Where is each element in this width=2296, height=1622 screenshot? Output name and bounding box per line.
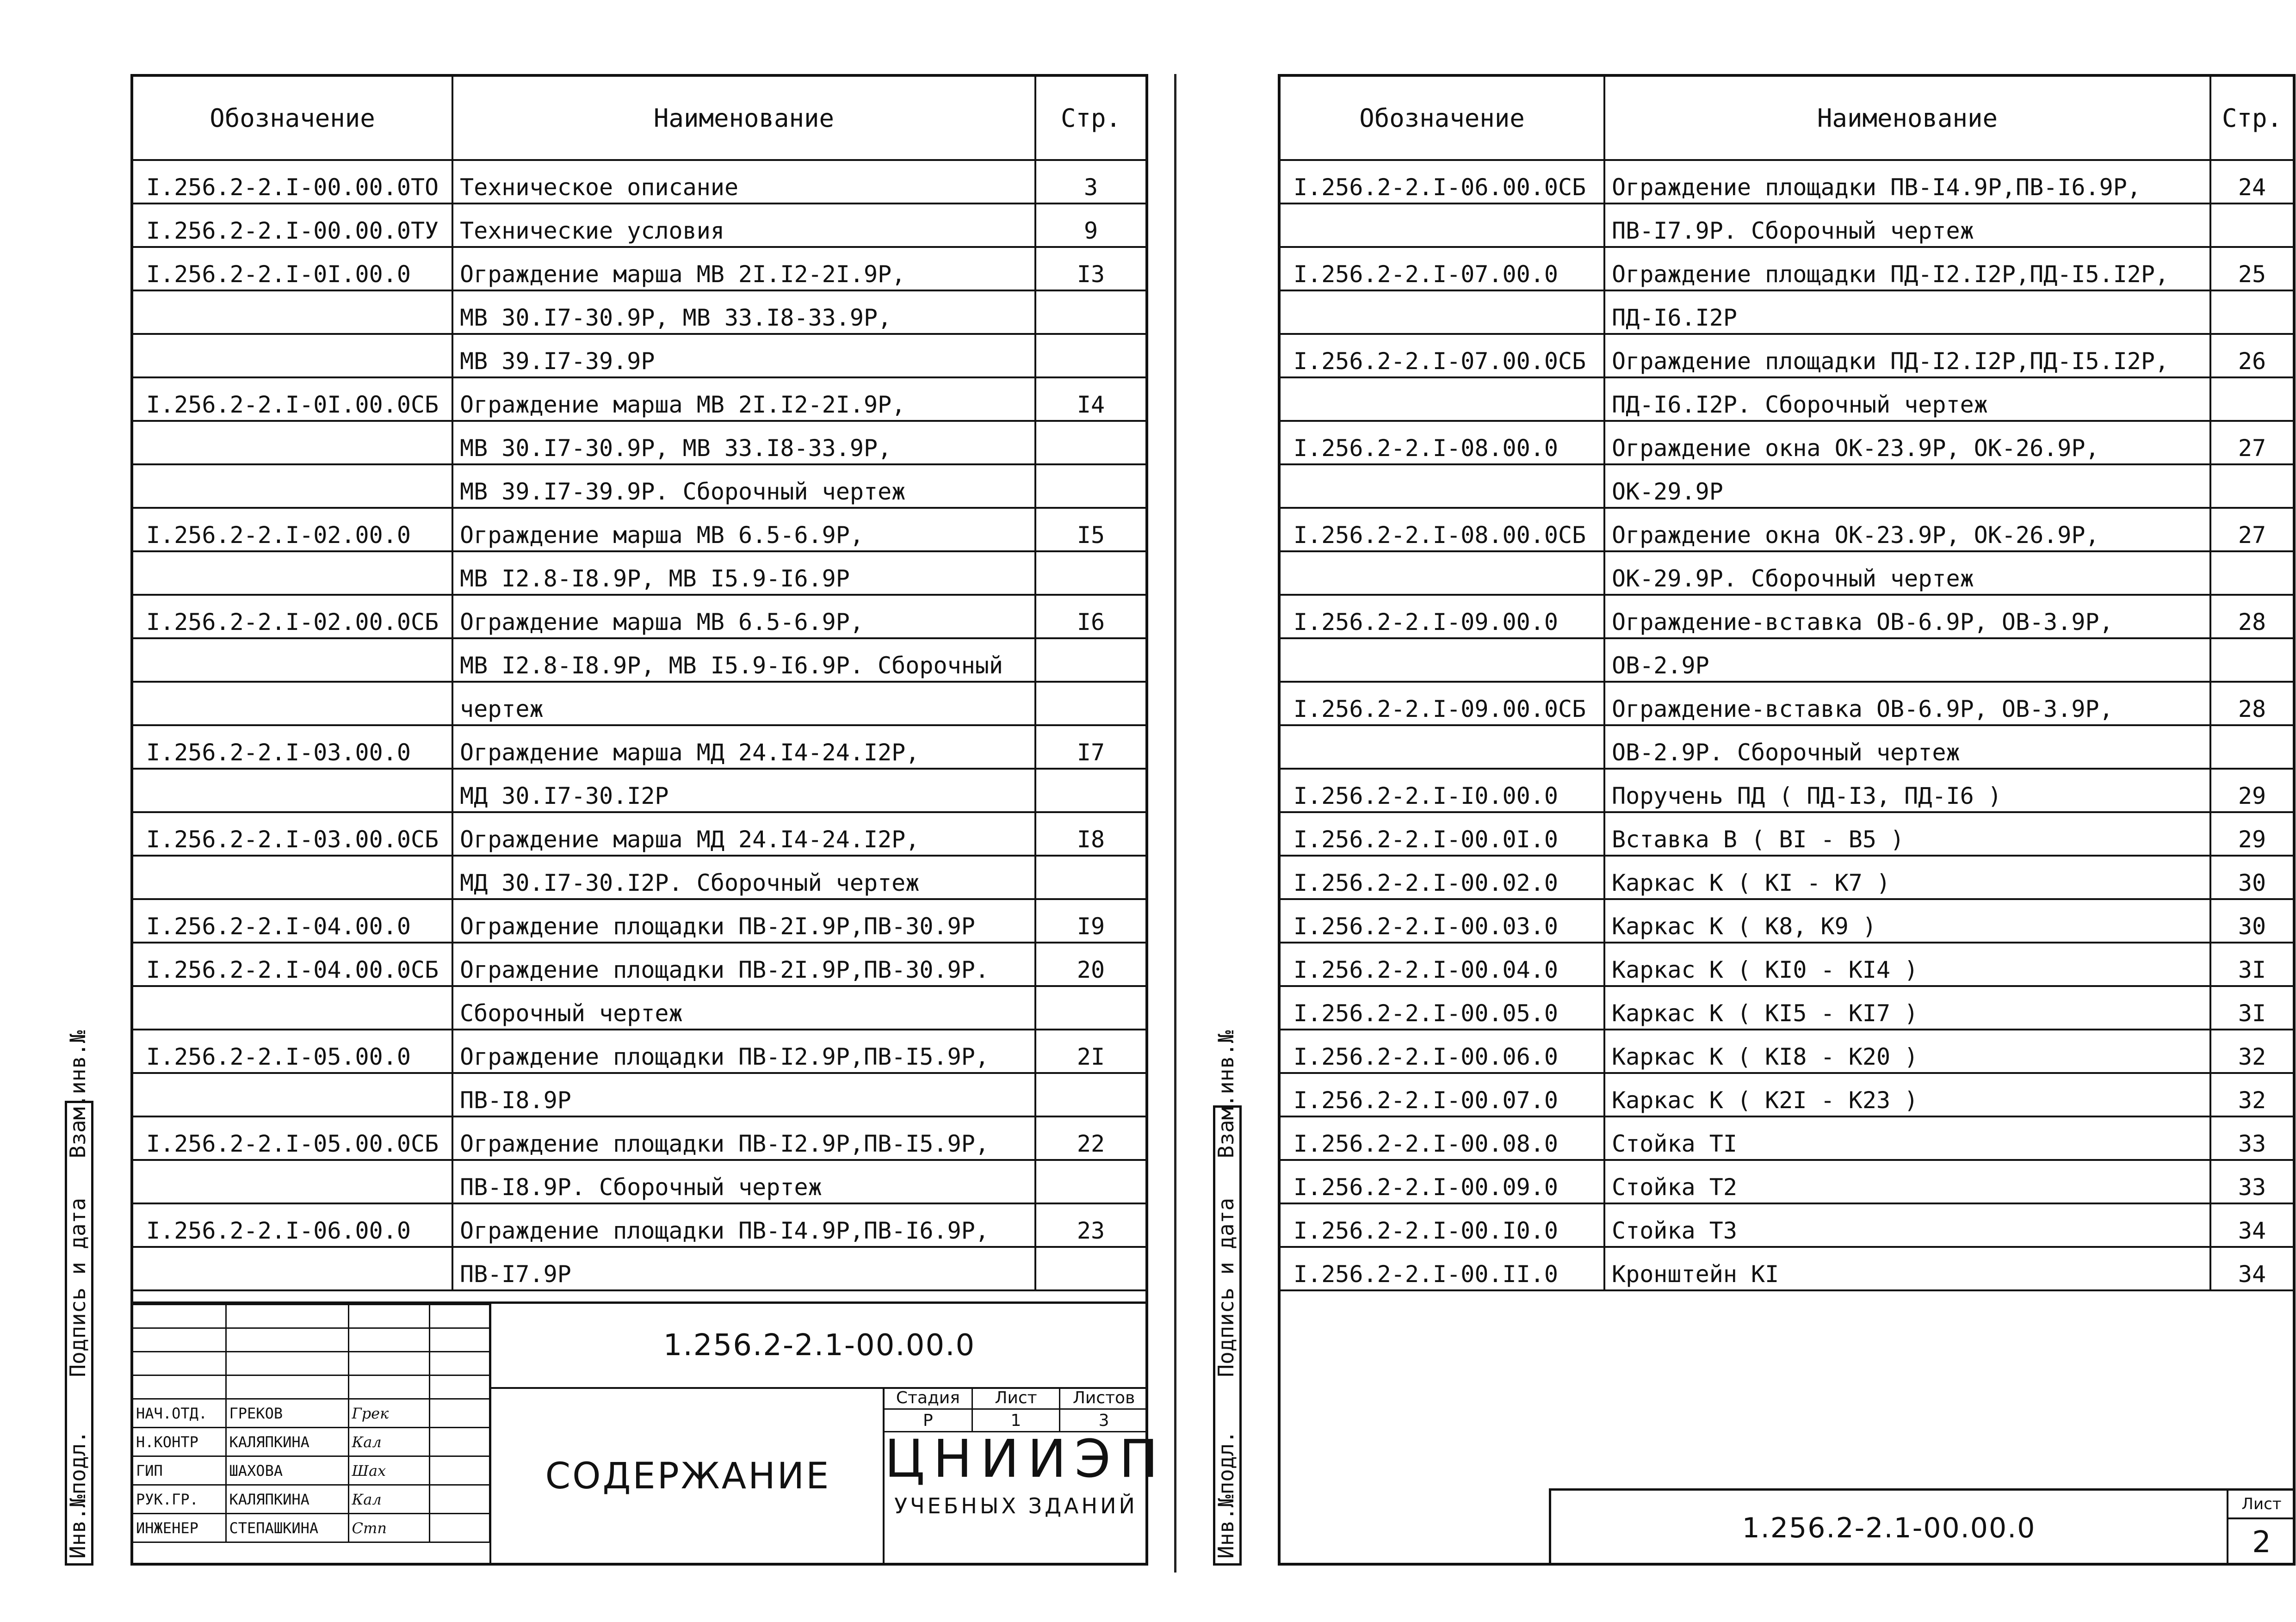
row-page: I3 [1035, 247, 1145, 290]
staff-signature: Кал [348, 1485, 429, 1514]
row-name: Ограждение-вставка ОВ-6.9P, ОВ-3.9P, [1604, 595, 2210, 638]
row-page: 23 [1035, 1203, 1145, 1247]
staff-signature: Стп [348, 1514, 429, 1542]
row-designation: I.256.2-2.I-00.08.0 [1281, 1116, 1604, 1160]
row-name: ПВ-I8.9P. Сборочный чертеж [452, 1160, 1035, 1203]
row-name: Каркас К ( К2I - К23 ) [1604, 1073, 2210, 1116]
row-name: Ограждение марша МД 24.I4-24.I2P, [452, 725, 1035, 769]
row-page [1035, 986, 1145, 1030]
staff-row [133, 1399, 489, 1428]
staff-name: СТЕПАШКИНА [226, 1514, 348, 1542]
table-row [133, 377, 1145, 421]
sheet-label: Лист [972, 1387, 1059, 1409]
table-row [1281, 290, 2293, 334]
row-page: 32 [2210, 1030, 2293, 1073]
table-row [1281, 595, 2293, 638]
row-name: ОВ-2.9P [1604, 638, 2210, 682]
row-designation: I.256.2-2.I-0I.00.0СБ [133, 377, 452, 421]
table-row [1281, 160, 2293, 204]
row-page: I5 [1035, 508, 1145, 551]
inv-label: Инв.№подл. [65, 1431, 90, 1559]
row-designation: I.256.2-2.I-02.00.0СБ [133, 595, 452, 638]
staff-role: НАЧ.ОТД. [133, 1399, 226, 1428]
staff-row [133, 1514, 489, 1542]
row-designation [1281, 725, 1604, 769]
header-designation: Обозначение [133, 77, 452, 160]
row-designation [1281, 290, 1604, 334]
row-page [1035, 769, 1145, 812]
row-page [1035, 638, 1145, 682]
row-name: Техническое описание [452, 160, 1035, 204]
row-page: 26 [2210, 334, 2293, 377]
row-designation [1281, 204, 1604, 247]
row-designation [1281, 464, 1604, 508]
header-name: Наименование [1604, 77, 2210, 160]
contents-table-left [133, 77, 1145, 1291]
row-name: Ограждение площадки ПВ-I2.9P,ПВ-I5.9P, [452, 1030, 1035, 1073]
row-name: Каркас К ( К8, К9 ) [1604, 899, 2210, 943]
row-page [2210, 204, 2293, 247]
row-designation [1281, 377, 1604, 421]
row-designation: I.256.2-2.I-04.00.0СБ [133, 943, 452, 986]
table-row [1281, 725, 2293, 769]
row-name: МВ 39.I7-39.9P. Сборочный чертеж [452, 464, 1035, 508]
row-page: 27 [2210, 508, 2293, 551]
row-designation: I.256.2-2.I-00.09.0 [1281, 1160, 1604, 1203]
row-page [1035, 421, 1145, 464]
row-page: I8 [1035, 812, 1145, 856]
sign-date-label: Подпись и дата [65, 1197, 90, 1377]
row-name: МВ I2.8-I8.9P, МВ I5.9-I6.9P. Сборочный [452, 638, 1035, 682]
sheet-left [130, 74, 1167, 1566]
row-designation: I.256.2-2.I-08.00.0 [1281, 421, 1604, 464]
row-name: Ограждение площадки ПД-I2.I2P,ПД-I5.I2P, [1604, 334, 2210, 377]
table-row [133, 856, 1145, 899]
table-row [1281, 638, 2293, 682]
row-designation [133, 1160, 452, 1203]
row-name: Стойка ТI [1604, 1116, 2210, 1160]
row-name: Вставка В ( BI - B5 ) [1604, 812, 2210, 856]
row-name: Сборочный чертеж [452, 986, 1035, 1030]
row-name: Стойка Т2 [1604, 1160, 2210, 1203]
table-row [1281, 508, 2293, 551]
row-designation: I.256.2-2.I-03.00.0 [133, 725, 452, 769]
row-designation [133, 682, 452, 725]
row-designation: I.256.2-2.I-00.06.0 [1281, 1030, 1604, 1073]
staff-role: ГИП [133, 1456, 226, 1485]
row-name: Стойка Т3 [1604, 1203, 2210, 1247]
row-name: Ограждение площадки ПВ-2I.9P,ПВ-30.9P. [452, 943, 1035, 986]
row-designation: I.256.2-2.I-09.00.0СБ [1281, 682, 1604, 725]
row-name: ПВ-I8.9P [452, 1073, 1035, 1116]
table-row [1281, 1203, 2293, 1247]
row-name: МД 30.I7-30.I2P [452, 769, 1035, 812]
title-block-staff-grid [133, 1304, 490, 1543]
row-page [2210, 290, 2293, 334]
row-page [2210, 464, 2293, 508]
table-row [1281, 551, 2293, 595]
row-page: 29 [2210, 812, 2293, 856]
row-page: 34 [2210, 1203, 2293, 1247]
row-page [2210, 725, 2293, 769]
table-row [1281, 1160, 2293, 1203]
row-name: Ограждение марша МД 24.I4-24.I2P, [452, 812, 1035, 856]
row-designation [133, 1073, 452, 1116]
row-page: 29 [2210, 769, 2293, 812]
row-name: ПД-I6.I2P. Сборочный чертеж [1604, 377, 2210, 421]
staff-date [429, 1428, 489, 1456]
right-sheet-label: Лист [2228, 1491, 2295, 1519]
staff-row [133, 1456, 489, 1485]
stage-value: Р [885, 1409, 972, 1432]
table-row [133, 1116, 1145, 1160]
row-name: Каркас К ( КI - К7 ) [1604, 856, 2210, 899]
document-code: 1.256.2-2.1-00.00.0 [489, 1304, 1147, 1389]
table-row [1281, 1116, 2293, 1160]
right-document-code: 1.256.2-2.1-00.00.0 [1742, 1512, 2036, 1544]
row-designation: I.256.2-2.I-00.II.0 [1281, 1247, 1604, 1290]
row-page: 9 [1035, 204, 1145, 247]
row-page [1035, 551, 1145, 595]
staff-signature: Грек [348, 1399, 429, 1428]
row-designation [133, 464, 452, 508]
row-page: 27 [2210, 421, 2293, 464]
row-name: Каркас К ( КI0 - КI4 ) [1604, 943, 2210, 986]
staff-signature: Кал [348, 1428, 429, 1456]
replace-label: Взам.инв.№ [65, 1030, 90, 1159]
stage-label: Стадия [885, 1387, 972, 1409]
sheets-label: Листов [1060, 1387, 1147, 1409]
table-row [133, 334, 1145, 377]
table-row [1281, 204, 2293, 247]
row-page [1035, 334, 1145, 377]
row-page [1035, 464, 1145, 508]
row-page [1035, 290, 1145, 334]
row-designation: I.256.2-2.I-07.00.0СБ [1281, 334, 1604, 377]
row-name: Ограждение марша МВ 2I.I2-2I.9P, [452, 377, 1035, 421]
table-row [133, 1030, 1145, 1073]
inv-label: Инв.№подл. [1213, 1431, 1238, 1559]
row-page [1035, 682, 1145, 725]
row-name: Каркас К ( КI5 - КI7 ) [1604, 986, 2210, 1030]
organization-subtitle: УЧЕБНЫХ ЗДАНИЙ [894, 1493, 1138, 1518]
row-name: МВ 30.I7-30.9P, МВ 33.I8-33.9P, [452, 290, 1035, 334]
row-designation: I.256.2-2.I-0I.00.0 [133, 247, 452, 290]
row-name: Ограждение площадки ПВ-2I.9P,ПВ-30.9P [452, 899, 1035, 943]
row-name: Кронштейн КI [1604, 1247, 2210, 1290]
row-page: 32 [2210, 1073, 2293, 1116]
row-page [1035, 1160, 1145, 1203]
row-name: Ограждение площадки ПВ-I4.9P,ПВ-I6.9P, [1604, 160, 2210, 204]
table-row [1281, 247, 2293, 290]
table-row [133, 943, 1145, 986]
row-name: МВ I2.8-I8.9P, МВ I5.9-I6.9P [452, 551, 1035, 595]
table-row [133, 247, 1145, 290]
row-designation: I.256.2-2.I-04.00.0 [133, 899, 452, 943]
row-page: 2I [1035, 1030, 1145, 1073]
row-name: Ограждение-вставка ОВ-6.9P, ОВ-3.9P, [1604, 682, 2210, 725]
table-row [133, 899, 1145, 943]
row-name: МВ 30.I7-30.9P, МВ 33.I8-33.9P, [452, 421, 1035, 464]
table-row [133, 769, 1145, 812]
row-designation [133, 334, 452, 377]
table-row [133, 1247, 1145, 1290]
staff-row [133, 1428, 489, 1456]
row-designation [133, 986, 452, 1030]
row-name: Ограждение окна ОК-23.9P, ОК-26.9P, [1604, 508, 2210, 551]
row-page [2210, 377, 2293, 421]
table-row [1281, 1247, 2293, 1290]
table-row [1281, 812, 2293, 856]
row-designation: I.256.2-2.I-00.07.0 [1281, 1073, 1604, 1116]
organization [885, 1429, 1167, 1518]
document-title: СОДЕРЖАНИЕ [489, 1387, 885, 1565]
row-name: ОК-29.9P [1604, 464, 2210, 508]
row-designation: I.256.2-2.I-00.00.0TУ [133, 204, 452, 247]
row-page: 3 [1035, 160, 1145, 204]
row-designation: I.256.2-2.I-06.00.0СБ [1281, 160, 1604, 204]
staff-name: КАЛЯПКИНА [226, 1485, 348, 1514]
table-row [1281, 899, 2293, 943]
row-designation [133, 551, 452, 595]
row-name: Ограждение площадки ПД-I2.I2P,ПД-I5.I2P, [1604, 247, 2210, 290]
row-page: 25 [2210, 247, 2293, 290]
row-designation: I.256.2-2.I-00.I0.0 [1281, 1203, 1604, 1247]
sign-date-label: Подпись и дата [1213, 1197, 1238, 1377]
staff-role: Н.КОНТР [133, 1428, 226, 1456]
side-strip-right [1213, 1030, 1242, 1566]
table-row [133, 1203, 1145, 1247]
row-designation: I.256.2-2.I-00.0I.0 [1281, 812, 1604, 856]
table-row [133, 1160, 1145, 1203]
row-page: 33 [2210, 1160, 2293, 1203]
row-name: Ограждение окна ОК-23.9P, ОК-26.9P, [1604, 421, 2210, 464]
header-name: Наименование [452, 77, 1035, 160]
row-designation: I.256.2-2.I-00.03.0 [1281, 899, 1604, 943]
header-page: Стр. [2210, 77, 2293, 160]
row-name: ПД-I6.I2P [1604, 290, 2210, 334]
row-page: I7 [1035, 725, 1145, 769]
row-page [1035, 856, 1145, 899]
row-name: Ограждение марша МВ 2I.I2-2I.9P, [452, 247, 1035, 290]
row-designation: I.256.2-2.I-00.05.0 [1281, 986, 1604, 1030]
table-row [133, 290, 1145, 334]
row-designation [133, 769, 452, 812]
table-row [133, 551, 1145, 595]
table-row [133, 638, 1145, 682]
table-row [133, 986, 1145, 1030]
row-page [1035, 1247, 1145, 1290]
table-row [1281, 334, 2293, 377]
row-name: ОВ-2.9P. Сборочный чертеж [1604, 725, 2210, 769]
staff-signature: Шах [348, 1456, 429, 1485]
row-page: 22 [1035, 1116, 1145, 1160]
row-page: I6 [1035, 595, 1145, 638]
row-page: 24 [2210, 160, 2293, 204]
table-row [1281, 769, 2293, 812]
side-strip-left-text [65, 1030, 90, 1559]
row-designation: I.256.2-2.I-00.00.0TO [133, 160, 452, 204]
replace-label: Взам.инв.№ [1213, 1030, 1238, 1159]
table-row [133, 1073, 1145, 1116]
table-row [133, 725, 1145, 769]
row-designation [133, 1247, 452, 1290]
row-page: 28 [2210, 595, 2293, 638]
row-designation: I.256.2-2.I-05.00.0 [133, 1030, 452, 1073]
right-sheet-value: 2 [2252, 1525, 2271, 1560]
row-designation: I.256.2-2.I-06.00.0 [133, 1203, 452, 1247]
staff-role: РУК.ГР. [133, 1485, 226, 1514]
row-designation [133, 421, 452, 464]
row-page: I4 [1035, 377, 1145, 421]
row-designation: I.256.2-2.I-09.00.0 [1281, 595, 1604, 638]
right-title-block [1549, 1488, 2293, 1566]
table-row [1281, 377, 2293, 421]
staff-role: ИНЖЕНЕР [133, 1514, 226, 1542]
table-row [133, 682, 1145, 725]
row-page: I9 [1035, 899, 1145, 943]
table-row [1281, 1073, 2293, 1116]
row-page: 30 [2210, 856, 2293, 899]
row-page: 3I [2210, 943, 2293, 986]
sheets-value: 3 [1060, 1409, 1147, 1432]
row-designation [133, 638, 452, 682]
row-page [2210, 638, 2293, 682]
sheet-value: 1 [972, 1409, 1059, 1432]
row-designation: I.256.2-2.I-07.00.0 [1281, 247, 1604, 290]
row-designation: I.256.2-2.I-02.00.0 [133, 508, 452, 551]
row-designation [1281, 638, 1604, 682]
table-row [133, 812, 1145, 856]
row-page: 3I [2210, 986, 2293, 1030]
row-designation: I.256.2-2.I-I0.00.0 [1281, 769, 1604, 812]
table-row [133, 204, 1145, 247]
table-row [1281, 682, 2293, 725]
row-name: Поручень ПД ( ПД-I3, ПД-I6 ) [1604, 769, 2210, 812]
table-row [133, 160, 1145, 204]
table-row [133, 508, 1145, 551]
staff-date [429, 1485, 489, 1514]
table-row [1281, 464, 2293, 508]
row-name: Ограждение марша МВ 6.5-6.9P, [452, 508, 1035, 551]
row-name: ПВ-I7.9P. Сборочный чертеж [1604, 204, 2210, 247]
row-designation [1281, 551, 1604, 595]
row-page: 33 [2210, 1116, 2293, 1160]
row-name: Каркас К ( КI8 - К20 ) [1604, 1030, 2210, 1073]
contents-table-right [1281, 77, 2293, 1291]
row-name: Технические условия [452, 204, 1035, 247]
table-row [1281, 856, 2293, 899]
organization-name: ЦНИИЭП [885, 1429, 1167, 1489]
row-name: Ограждение площадки ПВ-I2.9P,ПВ-I5.9P, [452, 1116, 1035, 1160]
staff-date [429, 1456, 489, 1485]
row-designation: I.256.2-2.I-00.04.0 [1281, 943, 1604, 986]
row-name: МВ 39.I7-39.9P [452, 334, 1035, 377]
row-page: 20 [1035, 943, 1145, 986]
row-name: Ограждение марша МВ 6.5-6.9P, [452, 595, 1035, 638]
table-row [1281, 421, 2293, 464]
staff-row [133, 1485, 489, 1514]
table-row [133, 464, 1145, 508]
row-page: 34 [2210, 1247, 2293, 1290]
row-designation: I.256.2-2.I-08.00.0СБ [1281, 508, 1604, 551]
row-name: МД 30.I7-30.I2P. Сборочный чертеж [452, 856, 1035, 899]
stage-block [883, 1387, 1167, 1565]
table-row [1281, 943, 2293, 986]
title-block [133, 1301, 1167, 1565]
staff-name: ГРЕКОВ [226, 1399, 348, 1428]
row-designation: I.256.2-2.I-00.02.0 [1281, 856, 1604, 899]
right-sheet-box [2227, 1491, 2295, 1566]
row-name: ОК-29.9P. Сборочный чертеж [1604, 551, 2210, 595]
header-designation: Обозначение [1281, 77, 1604, 160]
row-designation [133, 856, 452, 899]
row-name: Ограждение площадки ПВ-I4.9P,ПВ-I6.9P, [452, 1203, 1035, 1247]
row-name: чертеж [452, 682, 1035, 725]
staff-name: ШАХОВА [226, 1456, 348, 1485]
staff-date [429, 1514, 489, 1542]
sheet-right [1278, 74, 2296, 1566]
table-row [133, 421, 1145, 464]
row-name: ПВ-I7.9P [452, 1247, 1035, 1290]
staff-name: КАЛЯПКИНА [226, 1428, 348, 1456]
row-page: 30 [2210, 899, 2293, 943]
table-row [1281, 1030, 2293, 1073]
staff-date [429, 1399, 489, 1428]
side-strip-left [65, 1030, 93, 1566]
table-row [1281, 986, 2293, 1030]
page-divider [1174, 74, 1176, 1573]
header-page: Стр. [1035, 77, 1145, 160]
table-row [133, 595, 1145, 638]
row-designation [133, 290, 452, 334]
side-strip-right-text [1213, 1030, 1238, 1559]
row-page [1035, 1073, 1145, 1116]
row-page [2210, 551, 2293, 595]
row-page: 28 [2210, 682, 2293, 725]
row-designation: I.256.2-2.I-03.00.0СБ [133, 812, 452, 856]
row-designation: I.256.2-2.I-05.00.0СБ [133, 1116, 452, 1160]
